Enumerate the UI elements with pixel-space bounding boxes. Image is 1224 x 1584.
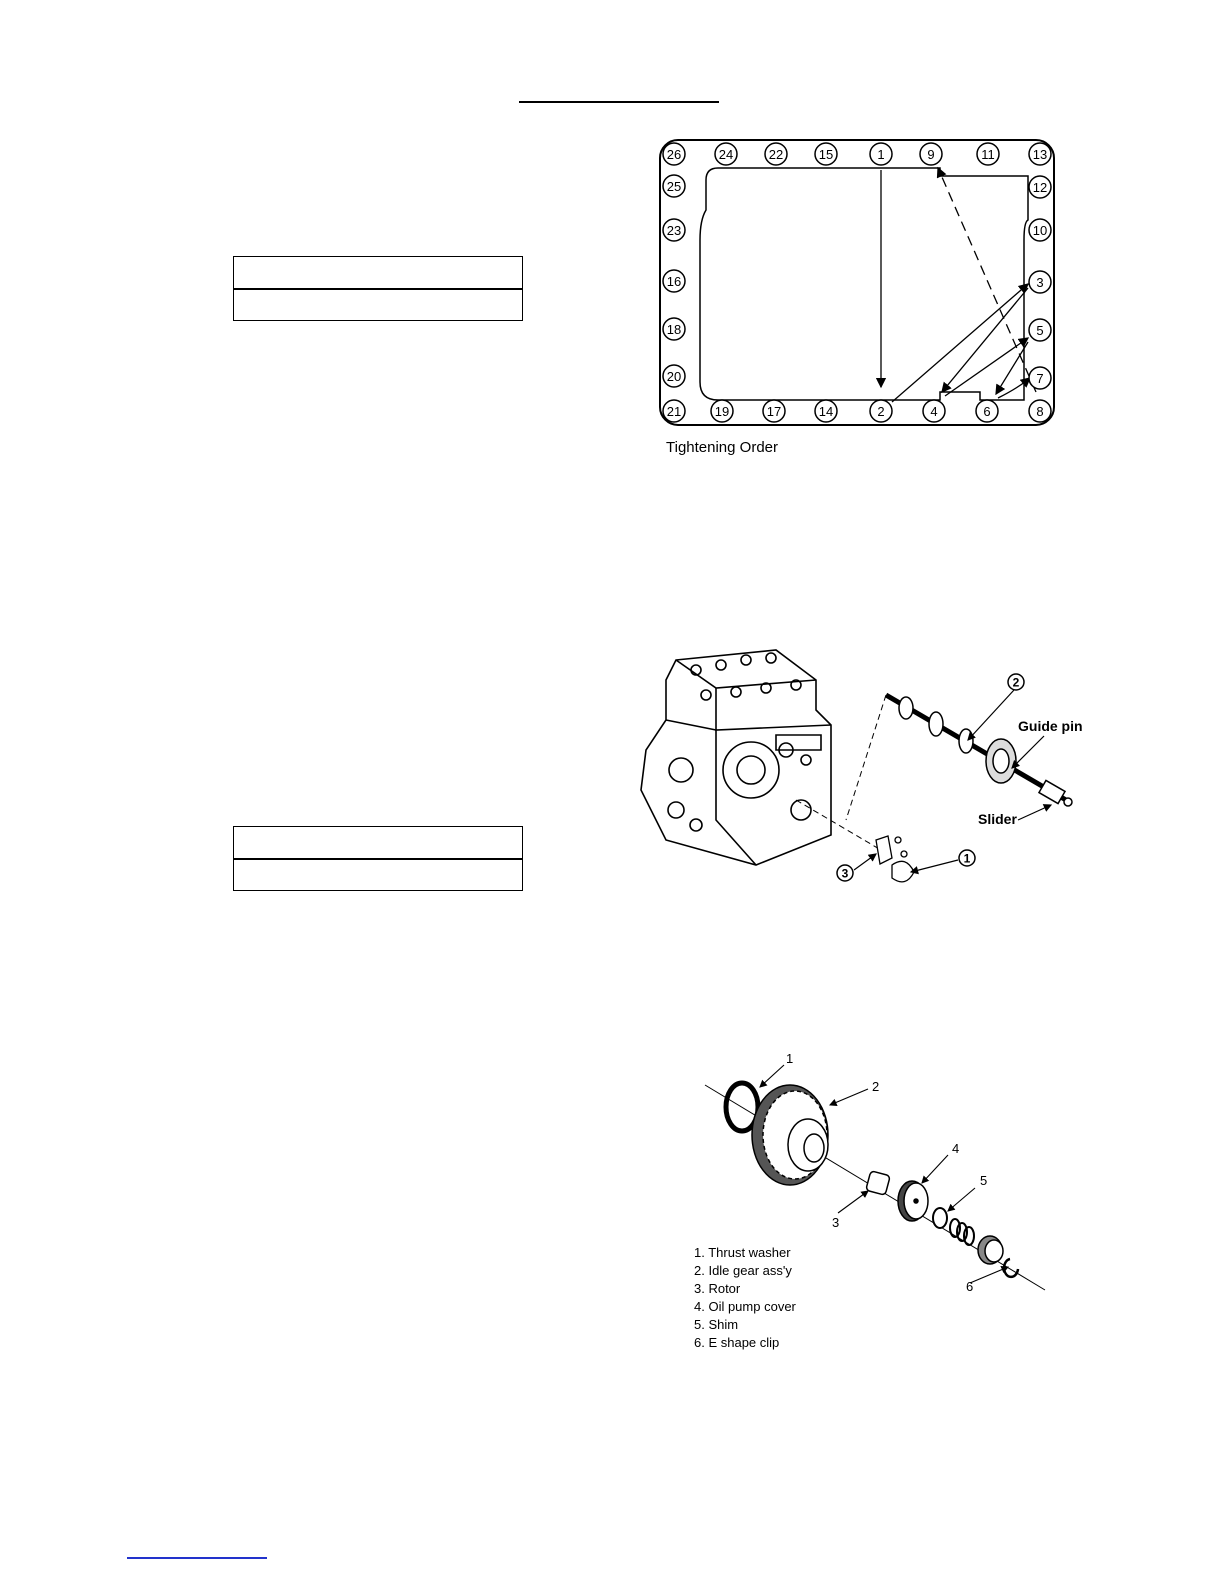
bolt-top-5: [920, 143, 942, 165]
spring-illustration: [950, 1219, 974, 1245]
bolt-left-0: [663, 175, 685, 197]
thrust-plate-illustration: [876, 836, 914, 882]
bolt-number: 1: [877, 147, 885, 162]
spec-table-2: [233, 826, 523, 891]
shim-illustration: [933, 1208, 947, 1228]
bolt-number: 16: [666, 274, 682, 289]
callout-3: 3: [841, 866, 849, 881]
header-rule: [519, 101, 719, 103]
bolt-bottom-2: [763, 400, 785, 422]
bolt-right-4: [1029, 367, 1051, 389]
bolt-top-2: [765, 143, 787, 165]
label-guide-pin: Guide pin: [1018, 718, 1083, 734]
legend-item: 5. Shim: [694, 1317, 739, 1332]
bolt-number: 17: [766, 404, 782, 419]
pump-legend: [694, 1245, 797, 1350]
bolt-number: 7: [1036, 371, 1044, 386]
bolt-left-3: [663, 318, 685, 340]
bolt-left-1: [663, 219, 685, 241]
bolt-number: 22: [768, 147, 784, 162]
legend-item: 6. E shape clip: [694, 1335, 780, 1350]
oil-pump-diagram: [690, 1045, 1060, 1365]
bolt-number: 14: [818, 404, 834, 419]
bolt-bottom-1: [711, 400, 733, 422]
bolt-right-1: [1029, 219, 1051, 241]
bolt-number: 23: [666, 223, 682, 238]
bolt-number: 8: [1036, 404, 1044, 419]
bolt-bottom-3: [815, 400, 837, 422]
bolt-number: 10: [1032, 223, 1048, 238]
bolt-number: 6: [983, 404, 991, 419]
bolt-right-0: [1029, 176, 1051, 198]
label-slider: Slider: [978, 811, 1017, 827]
engine-block-illustration: [641, 650, 831, 865]
pump-callout-6: 6: [966, 1279, 974, 1294]
bolt-left-2: [663, 270, 685, 292]
bolt-number: 2: [877, 404, 885, 419]
oil-pump-cover-illustration: [898, 1181, 928, 1221]
spec-table-1: [233, 256, 523, 321]
bolt-number: 18: [666, 322, 682, 337]
bolt-number: 19: [714, 404, 730, 419]
bolt-bottom-4: [870, 400, 892, 422]
bolt-top-1: [715, 143, 737, 165]
bolt-number: 26: [666, 147, 682, 162]
table-divider: [234, 858, 522, 860]
pump-callout-5: 5: [980, 1173, 988, 1188]
bolt-layer: [663, 143, 1051, 422]
gasket-inner: [700, 168, 1028, 400]
bolt-number: 20: [666, 369, 682, 384]
idle-gear-illustration: [752, 1085, 828, 1185]
bolt-top-4: [870, 143, 892, 165]
bolt-bottom-6: [976, 400, 998, 422]
diagram-caption: Tightening Order: [666, 439, 779, 456]
bolt-number: 12: [1032, 180, 1048, 195]
bolt-bottom-0: [663, 400, 685, 422]
bolt-right-3: [1029, 319, 1051, 341]
bolt-left-4: [663, 365, 685, 387]
bolt-bottom-7: [1029, 400, 1051, 422]
camshaft-illustration: [886, 695, 1072, 806]
bolt-number: 15: [818, 147, 834, 162]
legend-item: 2. Idle gear ass'y: [694, 1263, 792, 1278]
footer-link-rule: [127, 1557, 267, 1559]
pump-callout-3: 3: [832, 1215, 840, 1230]
pump-callout-2: 2: [872, 1079, 880, 1094]
cap-illustration: [978, 1236, 1003, 1264]
legend-item: 1. Thrust washer: [694, 1245, 791, 1260]
bolt-number: 25: [666, 179, 682, 194]
bolt-number: 11: [981, 147, 995, 162]
callout-2: 2: [1012, 675, 1020, 690]
bolt-top-3: [815, 143, 837, 165]
bolt-number: 3: [1036, 275, 1044, 290]
bolt-number: 5: [1036, 323, 1044, 338]
tightening-order-diagram: [640, 130, 1080, 470]
bolt-top-6: [977, 143, 999, 165]
bolt-top-0: [663, 143, 685, 165]
bolt-number: 9: [927, 147, 935, 162]
bolt-number: 24: [718, 147, 734, 162]
bolt-right-2: [1029, 271, 1051, 293]
bolt-bottom-5: [923, 400, 945, 422]
bolt-top-7: [1029, 143, 1051, 165]
pump-callouts: [786, 1051, 987, 1294]
gasket-outer: [660, 140, 1054, 425]
bolt-number: 21: [666, 404, 682, 419]
legend-item: 3. Rotor: [694, 1281, 741, 1296]
pump-callout-1: 1: [786, 1051, 794, 1066]
rotor-illustration: [866, 1171, 890, 1195]
pump-callout-4: 4: [952, 1141, 960, 1156]
table-divider: [234, 288, 522, 290]
callout-1: 1: [963, 851, 971, 866]
camshaft-diagram: [636, 640, 1086, 890]
bolt-number: 13: [1032, 147, 1048, 162]
bolt-number: 4: [930, 404, 938, 419]
legend-item: 4. Oil pump cover: [694, 1299, 796, 1314]
